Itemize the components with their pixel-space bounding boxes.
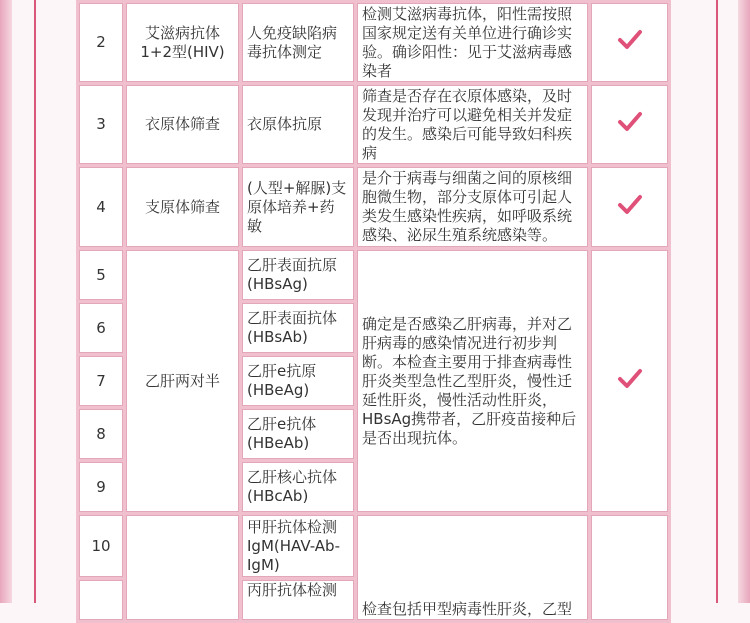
row-number: 10 <box>79 515 123 577</box>
row-number: 7 <box>79 356 123 406</box>
exam-method: (人型+解脲)支原体培养+药敏 <box>242 167 354 247</box>
exam-method: 丙肝抗体检测 <box>242 580 354 620</box>
exam-method: 乙肝核心抗体(HBcAb) <box>242 462 354 512</box>
exam-description: 确定是否感染乙肝病毒，并对乙肝病毒的感染情况进行初步判断。本检查主要用于排查病毒性肝炎类型急性乙型肝炎，慢性迁延性肝炎，慢性活动性肝炎，HBsAg携带者，乙肝疫苗接种后是否出现抗体。 <box>357 250 588 512</box>
included-mark <box>591 3 668 82</box>
exam-method: 乙肝e抗原(HBeAg) <box>242 356 354 406</box>
table-row <box>79 85 668 164</box>
exam-name: 艾滋病抗体1+2型(HIV) <box>126 3 239 82</box>
exam-name: 衣原体筛查 <box>126 85 239 164</box>
exam-description: 筛查是否存在衣原体感染，及时发现并治疗可以避免相关并发症的发生。感染后可能导致妇科疾病 <box>357 85 588 164</box>
row-number <box>79 580 123 620</box>
included-mark <box>591 515 668 620</box>
exam-description: 检测艾滋病毒抗体，阳性需按照国家规定送有关单位进行确诊实验。确诊阳性：见于艾滋病毒感染者 <box>357 3 588 82</box>
row-number: 8 <box>79 409 123 459</box>
exam-method: 人免疫缺陷病毒抗体测定 <box>242 3 354 82</box>
exam-method: 甲肝抗体检测IgM(HAV-Ab-IgM) <box>242 515 354 577</box>
frame-right-line <box>716 0 718 603</box>
frame-left-line <box>34 0 36 603</box>
exam-method: 乙肝表面抗体(HBsAb) <box>242 303 354 353</box>
row-number: 3 <box>79 85 123 164</box>
table-row <box>79 3 668 82</box>
included-mark <box>591 167 668 247</box>
row-number: 6 <box>79 303 123 353</box>
table-row <box>79 515 668 577</box>
exam-name <box>126 515 239 620</box>
exam-method: 乙肝表面抗原(HBsAg) <box>242 250 354 300</box>
table-row <box>79 167 668 247</box>
frame-right-border <box>738 0 750 603</box>
row-number: 4 <box>79 167 123 247</box>
check-icon <box>617 29 643 51</box>
exam-method: 衣原体抗原 <box>242 85 354 164</box>
exam-table <box>76 0 671 623</box>
exam-name: 支原体筛查 <box>126 167 239 247</box>
table-row <box>79 250 668 300</box>
check-icon <box>617 368 643 390</box>
check-icon <box>617 111 643 133</box>
exam-description: 是介于病毒与细菌之间的原核细胞微生物，部分支原体可引起人类发生感染性疾病，如呼吸系统感染、泌尿生殖系统感染等。 <box>357 167 588 247</box>
row-number: 9 <box>79 462 123 512</box>
row-number: 5 <box>79 250 123 300</box>
included-mark <box>591 250 668 512</box>
row-number: 2 <box>79 3 123 82</box>
exam-description: 检查包括甲型病毒性肝炎，乙型 <box>357 515 588 620</box>
check-icon <box>617 194 643 216</box>
included-mark <box>591 85 668 164</box>
exam-method: 乙肝e抗体(HBeAb) <box>242 409 354 459</box>
exam-name: 乙肝两对半 <box>126 250 239 512</box>
frame-left-border <box>0 0 12 603</box>
